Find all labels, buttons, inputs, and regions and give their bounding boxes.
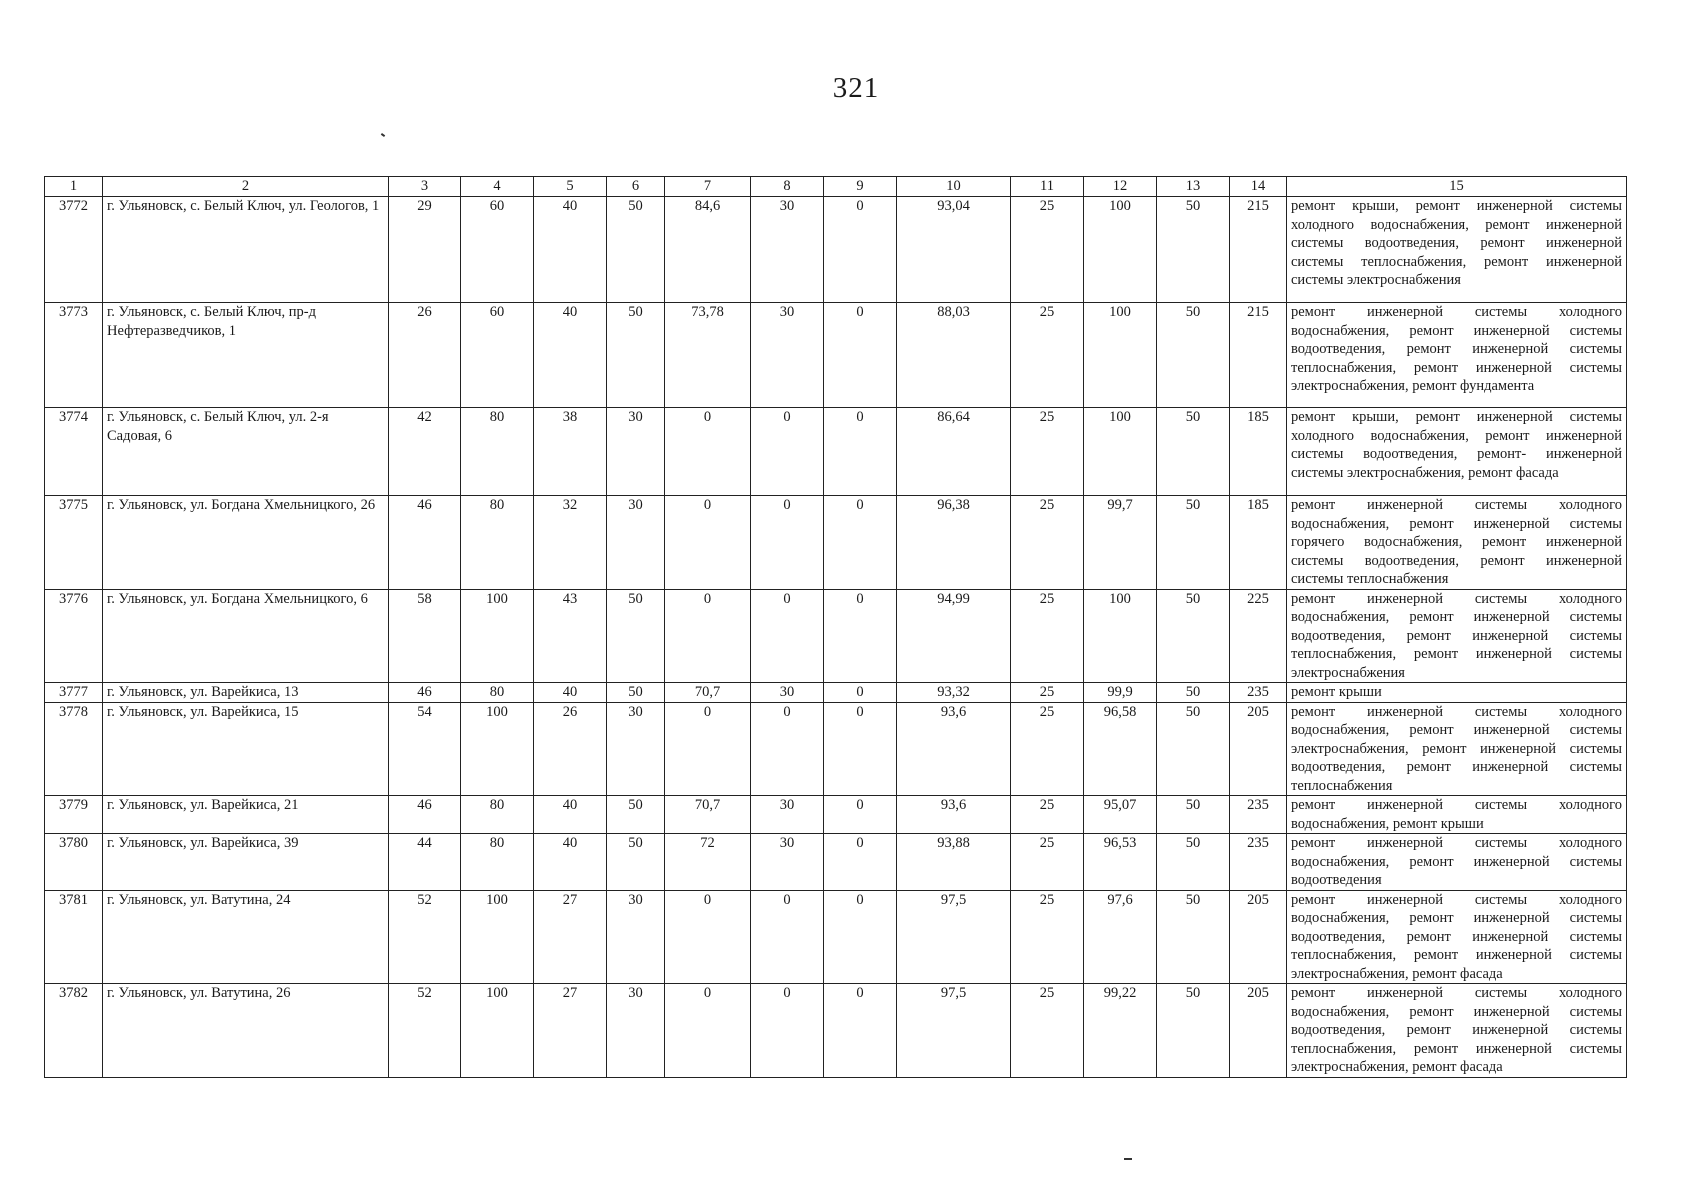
col9-cell: 0 [824,683,897,703]
col14-cell: 215 [1230,197,1287,303]
col12-cell: 100 [1084,303,1157,408]
table-row [45,197,1627,303]
col8-cell: 30 [751,834,824,891]
col7-cell: 72 [665,834,751,891]
col4-cell: 80 [461,408,534,496]
table-row [45,984,1627,1078]
col8-cell: 0 [751,702,824,796]
address-cell: г. Ульяновск, с. Белый Ключ, ул. 2-я Садовая, 6 [103,408,389,496]
row-number: 3779 [45,796,103,834]
table-row [45,303,1627,408]
col10-cell: 93,32 [897,683,1011,703]
table-body [45,197,1627,1078]
col13-cell: 50 [1157,197,1230,303]
col9-cell: 0 [824,589,897,683]
header-cell: 14 [1230,177,1287,197]
col12-cell: 100 [1084,408,1157,496]
col8-cell: 0 [751,589,824,683]
header-cell: 15 [1287,177,1627,197]
row-number: 3775 [45,496,103,590]
col8-cell: 30 [751,796,824,834]
col10-cell: 97,5 [897,984,1011,1078]
col3-cell: 52 [389,984,461,1078]
col13-cell: 50 [1157,408,1230,496]
table-row [45,702,1627,796]
row-number: 3772 [45,197,103,303]
col14-cell: 215 [1230,303,1287,408]
col9-cell: 0 [824,984,897,1078]
address-cell: г. Ульяновск, ул. Варейкиса, 13 [103,683,389,703]
header-cell: 6 [607,177,665,197]
col3-cell: 46 [389,496,461,590]
table-row [45,683,1627,703]
table-row [45,408,1627,496]
col11-cell: 25 [1011,408,1084,496]
col11-cell: 25 [1011,683,1084,703]
col4-cell: 60 [461,303,534,408]
col12-cell: 95,07 [1084,796,1157,834]
col3-cell: 29 [389,197,461,303]
col9-cell: 0 [824,408,897,496]
col11-cell: 25 [1011,303,1084,408]
col10-cell: 94,99 [897,589,1011,683]
col4-cell: 80 [461,683,534,703]
col4-cell: 80 [461,834,534,891]
header-cell: 13 [1157,177,1230,197]
col14-cell: 205 [1230,890,1287,984]
col13-cell: 50 [1157,589,1230,683]
col7-cell: 73,78 [665,303,751,408]
header-cell: 1 [45,177,103,197]
col12-cell: 99,7 [1084,496,1157,590]
col4-cell: 100 [461,890,534,984]
header-cell: 11 [1011,177,1084,197]
address-cell: г. Ульяновск, с. Белый Ключ, ул. Геологов, 1 [103,197,389,303]
col11-cell: 25 [1011,702,1084,796]
col5-cell: 27 [534,984,607,1078]
col7-cell: 0 [665,890,751,984]
header-row [45,177,1627,197]
col6-cell: 30 [607,890,665,984]
col5-cell: 26 [534,702,607,796]
col6-cell: 30 [607,408,665,496]
table-row [45,496,1627,590]
col13-cell: 50 [1157,683,1230,703]
col7-cell: 70,7 [665,796,751,834]
work-description-cell: ремонт крыши, ремонт инженерной системы холодного водоснабжения, ремонт инженерной системы водоотведения, ремонт инженерной системы теплоснабжения, ремонт инженерной системы электроснабжения [1287,197,1627,303]
col3-cell: 52 [389,890,461,984]
col9-cell: 0 [824,197,897,303]
col13-cell: 50 [1157,834,1230,891]
col7-cell: 0 [665,702,751,796]
col14-cell: 205 [1230,702,1287,796]
col6-cell: 50 [607,796,665,834]
address-cell: г. Ульяновск, ул. Ватутина, 24 [103,890,389,984]
col8-cell: 0 [751,984,824,1078]
col5-cell: 32 [534,496,607,590]
col12-cell: 97,6 [1084,890,1157,984]
col9-cell: 0 [824,496,897,590]
address-cell: г. Ульяновск, с. Белый Ключ, пр-д Нефтеразведчиков, 1 [103,303,389,408]
col4-cell: 60 [461,197,534,303]
col13-cell: 50 [1157,796,1230,834]
header-cell: 9 [824,177,897,197]
col8-cell: 30 [751,303,824,408]
col4-cell: 80 [461,496,534,590]
col5-cell: 27 [534,890,607,984]
col14-cell: 235 [1230,683,1287,703]
col8-cell: 30 [751,683,824,703]
col10-cell: 93,88 [897,834,1011,891]
col8-cell: 0 [751,496,824,590]
row-number: 3774 [45,408,103,496]
col4-cell: 100 [461,984,534,1078]
col14-cell: 235 [1230,834,1287,891]
col10-cell: 93,6 [897,796,1011,834]
col13-cell: 50 [1157,984,1230,1078]
work-description-cell: ремонт инженерной системы холодного водоснабжения, ремонт инженерной системы водоотведения [1287,834,1627,891]
col11-cell: 25 [1011,984,1084,1078]
col13-cell: 50 [1157,890,1230,984]
col10-cell: 93,04 [897,197,1011,303]
col14-cell: 235 [1230,796,1287,834]
header-cell: 4 [461,177,534,197]
col14-cell: 225 [1230,589,1287,683]
col12-cell: 99,9 [1084,683,1157,703]
col12-cell: 96,53 [1084,834,1157,891]
col14-cell: 185 [1230,496,1287,590]
col9-cell: 0 [824,890,897,984]
col9-cell: 0 [824,834,897,891]
header-cell: 5 [534,177,607,197]
col12-cell: 99,22 [1084,984,1157,1078]
col5-cell: 40 [534,796,607,834]
col3-cell: 46 [389,796,461,834]
col11-cell: 25 [1011,890,1084,984]
row-number: 3773 [45,303,103,408]
col10-cell: 97,5 [897,890,1011,984]
col4-cell: 100 [461,702,534,796]
address-cell: г. Ульяновск, ул. Богдана Хмельницкого, 6 [103,589,389,683]
scan-speck [381,133,385,137]
col14-cell: 205 [1230,984,1287,1078]
col12-cell: 96,58 [1084,702,1157,796]
col10-cell: 93,6 [897,702,1011,796]
col12-cell: 100 [1084,197,1157,303]
col4-cell: 80 [461,796,534,834]
col10-cell: 88,03 [897,303,1011,408]
col5-cell: 38 [534,408,607,496]
col8-cell: 0 [751,408,824,496]
header-cell: 3 [389,177,461,197]
row-number: 3780 [45,834,103,891]
col5-cell: 40 [534,197,607,303]
col3-cell: 42 [389,408,461,496]
work-description-cell: ремонт инженерной системы холодного водоснабжения, ремонт инженерной системы водоотведения, ремонт инженерной системы теплоснабжения, ремонт инженерной системы электроснабжения, ремонт фундамента [1287,303,1627,408]
col5-cell: 40 [534,303,607,408]
work-description-cell: ремонт крыши [1287,683,1627,703]
col3-cell: 58 [389,589,461,683]
address-cell: г. Ульяновск, ул. Варейкиса, 21 [103,796,389,834]
work-description-cell: ремонт инженерной системы холодного водоснабжения, ремонт инженерной системы водоотведения, ремонт инженерной системы теплоснабжения, ремонт инженерной системы электроснабжения [1287,589,1627,683]
row-number: 3776 [45,589,103,683]
page-number: 321 [832,72,880,104]
address-cell: г. Ульяновск, ул. Варейкиса, 15 [103,702,389,796]
col7-cell: 0 [665,496,751,590]
col6-cell: 30 [607,496,665,590]
col11-cell: 25 [1011,496,1084,590]
col11-cell: 25 [1011,796,1084,834]
header-cell: 2 [103,177,389,197]
header-cell: 8 [751,177,824,197]
work-description-cell: ремонт инженерной системы холодного водоснабжения, ремонт инженерной системы водоотведения, ремонт инженерной системы теплоснабжения, ремонт инженерной системы электроснабжения, ремонт фасада [1287,984,1627,1078]
col11-cell: 25 [1011,834,1084,891]
table-row [45,890,1627,984]
col6-cell: 50 [607,683,665,703]
col3-cell: 44 [389,834,461,891]
col6-cell: 30 [607,984,665,1078]
col10-cell: 86,64 [897,408,1011,496]
col13-cell: 50 [1157,496,1230,590]
col10-cell: 96,38 [897,496,1011,590]
table-row [45,589,1627,683]
col11-cell: 25 [1011,197,1084,303]
col9-cell: 0 [824,702,897,796]
col3-cell: 26 [389,303,461,408]
work-description-cell: ремонт инженерной системы холодного водоснабжения, ремонт крыши [1287,796,1627,834]
address-cell: г. Ульяновск, ул. Ватутина, 26 [103,984,389,1078]
address-cell: г. Ульяновск, ул. Богдана Хмельницкого, 26 [103,496,389,590]
col12-cell: 100 [1084,589,1157,683]
col6-cell: 50 [607,197,665,303]
col6-cell: 50 [607,303,665,408]
col13-cell: 50 [1157,303,1230,408]
address-cell: г. Ульяновск, ул. Варейкиса, 39 [103,834,389,891]
row-number: 3778 [45,702,103,796]
table-row [45,834,1627,891]
col5-cell: 40 [534,834,607,891]
col7-cell: 0 [665,589,751,683]
header-cell: 7 [665,177,751,197]
row-number: 3777 [45,683,103,703]
col13-cell: 50 [1157,702,1230,796]
work-description-cell: ремонт инженерной системы холодного водоснабжения, ремонт инженерной системы горячего водоснабжения, ремонт инженерной системы водоотведения, ремонт инженерной системы теплоснабжения [1287,496,1627,590]
col8-cell: 30 [751,197,824,303]
col5-cell: 40 [534,683,607,703]
col3-cell: 46 [389,683,461,703]
col3-cell: 54 [389,702,461,796]
col4-cell: 100 [461,589,534,683]
col9-cell: 0 [824,303,897,408]
col7-cell: 70,7 [665,683,751,703]
header-cell: 10 [897,177,1011,197]
col7-cell: 0 [665,984,751,1078]
row-number: 3781 [45,890,103,984]
col9-cell: 0 [824,796,897,834]
col5-cell: 43 [534,589,607,683]
table-row [45,796,1627,834]
col11-cell: 25 [1011,589,1084,683]
col7-cell: 0 [665,408,751,496]
col8-cell: 0 [751,890,824,984]
col6-cell: 50 [607,834,665,891]
col6-cell: 30 [607,702,665,796]
col6-cell: 50 [607,589,665,683]
register-table [44,176,1627,1078]
table-header [45,177,1627,197]
work-description-cell: ремонт инженерной системы холодного водоснабжения, ремонт инженерной системы водоотведения, ремонт инженерной системы теплоснабжения, ремонт инженерной системы электроснабжения, ремонт фасада [1287,890,1627,984]
header-cell: 12 [1084,177,1157,197]
col14-cell: 185 [1230,408,1287,496]
row-number: 3782 [45,984,103,1078]
work-description-cell: ремонт крыши, ремонт инженерной системы холодного водоснабжения, ремонт инженерной системы водоотведения, ремонт- инженерной системы электроснабжения, ремонт фасада [1287,408,1627,496]
work-description-cell: ремонт инженерной системы холодного водоснабжения, ремонт инженерной системы электроснабжения, ремонт инженерной системы водоотведения, ремонт инженерной системы теплоснабжения [1287,702,1627,796]
scan-speck [1124,1158,1132,1160]
col7-cell: 84,6 [665,197,751,303]
